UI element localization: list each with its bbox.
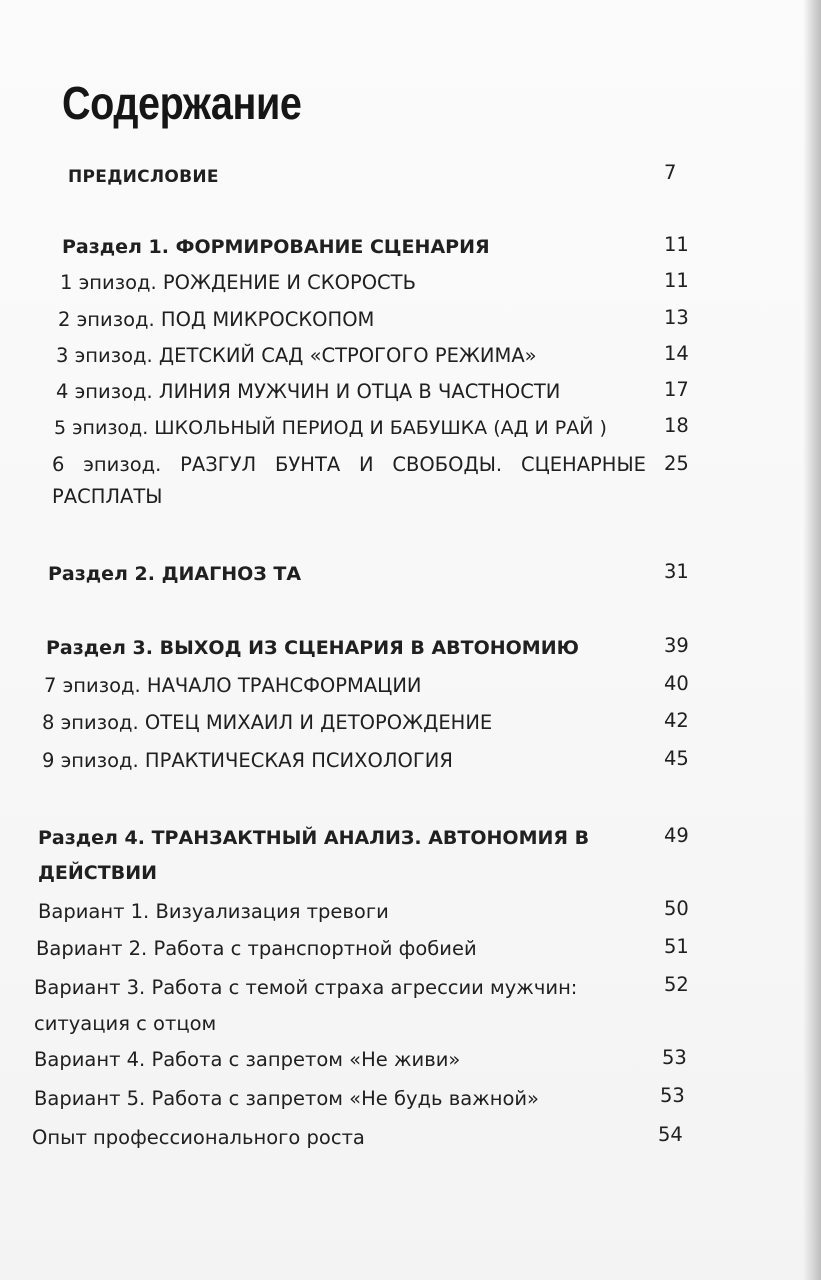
toc-entry-page: 42 <box>664 709 689 732</box>
toc-section-text: Раздел 4. ТРАНЗАКТНЫЙ АНАЛИЗ. АВТОНОМИЯ В <box>38 827 590 849</box>
toc-entry-text: 6 эпизод. РАЗГУЛ БУНТА И СВОБОДЫ. СЦЕНАРНЫЕ <box>52 453 646 476</box>
toc-entry-text: Вариант 1. Визуализация тревоги <box>38 900 389 923</box>
toc-entry-text: 1 эпизод. РОЖДЕНИЕ И СКОРОСТЬ <box>60 271 416 294</box>
toc-entry-text: Вариант 2. Работа с транспортной фобией <box>36 937 477 960</box>
toc-entry-page: 14 <box>664 342 689 365</box>
toc-section-text-continued: ДЕЙСТВИИ <box>38 862 157 884</box>
toc-entry-text: 7 эпизод. НАЧАЛО ТРАНСФОРМАЦИИ <box>44 674 422 697</box>
toc-entry-text: 8 эпизод. ОТЕЦ МИХАИЛ И ДЕТОРОЖДЕНИЕ <box>42 711 493 734</box>
toc-entry-page: 53 <box>660 1084 685 1107</box>
toc-entry-page: 40 <box>664 672 689 695</box>
toc-section-text: Раздел 3. ВЫХОД ИЗ СЦЕНАРИЯ В АВТОНОМИЮ <box>46 637 579 659</box>
toc-entry-text: 3 эпизод. ДЕТСКИЙ САД «СТРОГОГО РЕЖИМА» <box>56 344 537 367</box>
toc-entry-page: 49 <box>664 824 689 847</box>
toc-entry-text: Вариант 4. Работа с запретом «Не живи» <box>34 1048 461 1071</box>
toc-entry-text: ПРЕДИСЛОВИЕ <box>68 167 219 187</box>
toc-entry-page: 54 <box>658 1123 683 1146</box>
toc-section-text: Раздел 2. ДИАГНОЗ ТА <box>48 563 302 585</box>
toc-entry-page: 13 <box>664 306 689 329</box>
toc-entry-page: 18 <box>664 414 689 437</box>
toc-entry-page: 52 <box>664 973 689 996</box>
toc-section-text: Раздел 1. ФОРМИРОВАНИЕ СЦЕНАРИЯ <box>62 236 490 258</box>
toc-entry-page: 51 <box>664 935 689 958</box>
toc-entry-text: Опыт профессионального роста <box>32 1126 365 1149</box>
toc-entry-text: Вариант 3. Работа с темой страха агрессии мужчин: <box>34 976 578 999</box>
toc-entry-page: 11 <box>664 269 689 292</box>
toc-entry-page: 31 <box>664 560 689 583</box>
toc-entry-page: 7 <box>664 161 677 184</box>
toc-entry-text: 9 эпизод. ПРАКТИЧЕСКАЯ ПСИХОЛОГИЯ <box>42 749 453 772</box>
toc-entry-text-continued: РАСПЛАТЫ <box>52 485 163 508</box>
page-title: Содержание <box>62 77 302 129</box>
toc-entry-text: 2 эпизод. ПОД МИКРОСКОПОМ <box>58 308 375 331</box>
toc-entry-page: 53 <box>662 1046 687 1069</box>
toc-entry-page: 17 <box>664 378 689 401</box>
toc-entry-text: 5 эпизод. ШКОЛЬНЫЙ ПЕРИОД И БАБУШКА (АД И РАЙ ) <box>54 417 607 439</box>
toc-entry-text: Вариант 5. Работа с запретом «Не будь важной» <box>34 1087 539 1110</box>
toc-entry-page: 45 <box>664 747 689 770</box>
toc-entry-page: 25 <box>664 452 689 475</box>
toc-entry-text: 4 эпизод. ЛИНИЯ МУЖЧИН И ОТЦА В ЧАСТНОСТИ <box>56 380 561 403</box>
toc-entry-page: 11 <box>664 233 689 256</box>
toc-entry-text-continued: ситуация с отцом <box>34 1012 217 1035</box>
toc-entry-page: 50 <box>664 897 689 920</box>
toc-entry-page: 39 <box>664 634 689 657</box>
